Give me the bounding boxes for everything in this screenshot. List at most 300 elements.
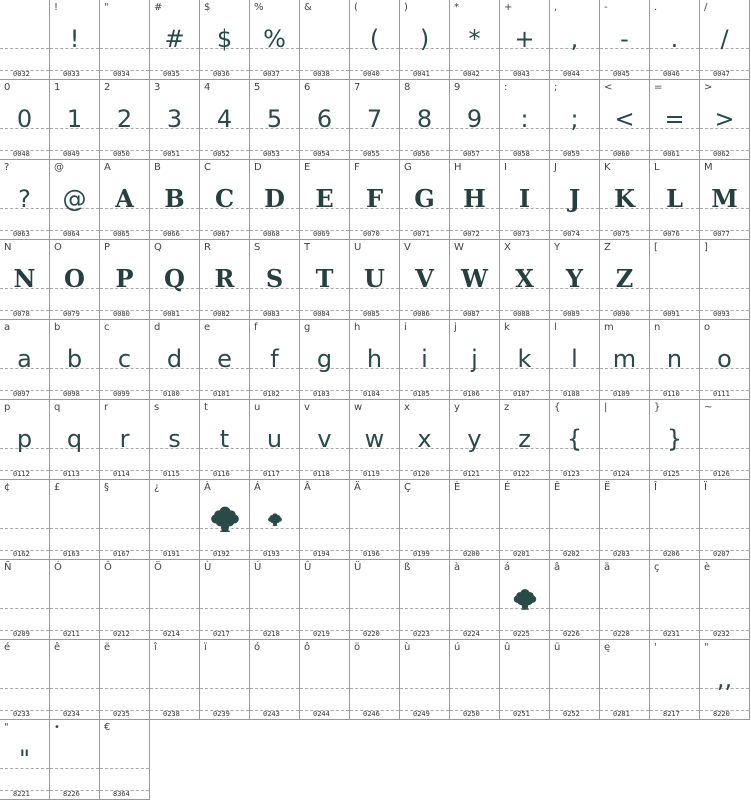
glyph-cell [600, 480, 650, 560]
glyph-cell [600, 320, 650, 400]
glyph-cell [0, 400, 50, 480]
glyph-preview [150, 500, 199, 538]
glyph-cell [300, 320, 350, 400]
cell-character-label: Y [554, 242, 561, 253]
glyph-preview: d [166, 345, 183, 373]
cell-character-label: z [504, 402, 510, 413]
cell-code-label: 0099 [113, 390, 130, 398]
cell-code-label: 0199 [413, 550, 430, 558]
cell-code-label: 0193 [263, 550, 280, 558]
cell-character-label: [ [654, 242, 658, 253]
cell-character-label: k [504, 322, 510, 333]
cell-code-label: 0076 [663, 230, 680, 238]
glyph-cell [200, 160, 250, 240]
cell-character-label: Q [154, 242, 162, 253]
cell-character-label: V [404, 242, 411, 253]
cell-code-label: 0057 [463, 150, 480, 158]
cell-code-label: 0038 [313, 70, 330, 78]
glyph-cell [300, 160, 350, 240]
glyph-preview [150, 660, 199, 698]
glyph-cell [350, 80, 400, 160]
cell-character-label: ê [54, 642, 61, 653]
glyph-cell [50, 160, 100, 240]
glyph-preview: L [666, 184, 683, 213]
cell-code-label: 0051 [163, 150, 180, 158]
glyph-cell [700, 80, 750, 160]
glyph-preview [350, 500, 399, 538]
glyph-preview: s [168, 425, 181, 453]
glyph-cell [500, 240, 550, 320]
cell-character-label: N [4, 242, 12, 253]
glyph-preview [50, 660, 99, 698]
cell-code-label: 0100 [163, 390, 180, 398]
glyph-preview: S [265, 264, 284, 293]
cell-code-label: 0224 [463, 630, 480, 638]
cell-code-label: 0090 [613, 310, 630, 318]
cell-code-label: 0050 [113, 150, 130, 158]
cell-character-label: - [604, 2, 608, 13]
cell-code-label: 0114 [113, 470, 130, 478]
glyph-cell [300, 80, 350, 160]
glyph-cell [550, 480, 600, 560]
cell-code-label: 0102 [263, 390, 280, 398]
cell-code-label: 0110 [663, 390, 680, 398]
glyph-cell [650, 560, 700, 640]
cell-code-label: 0281 [613, 710, 630, 718]
glyph-preview [100, 660, 149, 698]
glyph-cell [100, 400, 150, 480]
cell-code-label: 8217 [663, 710, 680, 718]
glyph-preview [550, 500, 599, 538]
glyph-preview: F [365, 184, 384, 213]
cell-character-label: ô [304, 642, 311, 653]
cell-character-label: ë [104, 642, 111, 653]
cell-code-label: 0207 [713, 550, 730, 558]
cell-code-label: 0066 [163, 230, 180, 238]
glyph-cell [250, 160, 300, 240]
cell-code-label: 0117 [263, 470, 280, 478]
cell-character-label: 8 [404, 82, 411, 93]
cell-code-label: 0032 [13, 70, 30, 78]
cell-character-label: > [704, 82, 713, 93]
glyph-preview: r [119, 425, 130, 453]
cell-character-label: c [104, 322, 110, 333]
glyph-cell [450, 240, 500, 320]
cell-character-label: @ [54, 162, 64, 173]
cell-character-label: Ô [104, 562, 112, 573]
cell-code-label: 0081 [163, 310, 180, 318]
cell-character-label: Ä [354, 482, 361, 493]
cell-character-label: P [104, 242, 111, 253]
glyph-preview: ) [419, 25, 430, 53]
cell-code-label: 0194 [313, 550, 330, 558]
cell-code-label: 0202 [563, 550, 580, 558]
glyph-cell [400, 400, 450, 480]
cell-character-label: î [154, 642, 157, 653]
cell-character-label: Û [304, 562, 312, 573]
glyph-cell [200, 240, 250, 320]
cell-code-label: 0040 [363, 70, 380, 78]
cell-character-label: Â [304, 482, 311, 493]
cell-character-label: " [104, 2, 109, 13]
cell-character-label: Î [654, 482, 657, 493]
glyph-preview [700, 260, 749, 298]
cell-code-label: 0033 [63, 70, 80, 78]
glyph-cell [700, 240, 750, 320]
glyph-cell [300, 0, 350, 80]
glyph-preview: C [214, 184, 235, 213]
glyph-preview: M [711, 184, 738, 213]
glyph-preview: o [717, 345, 732, 373]
glyph-cell [100, 480, 150, 560]
glyph-preview: * [468, 25, 481, 53]
glyph-preview: - [620, 25, 629, 53]
glyph-cell [400, 320, 450, 400]
cell-character-label: + [504, 2, 513, 13]
glyph-cell [50, 80, 100, 160]
cell-code-label: 0052 [213, 150, 230, 158]
cell-character-label: U [354, 242, 362, 253]
cell-character-label: Z [604, 242, 611, 253]
cell-code-label: 0085 [363, 310, 380, 318]
cell-character-label: E [304, 162, 311, 173]
glyph-cell [0, 240, 50, 320]
cell-code-label: 0107 [513, 390, 530, 398]
glyph-preview [50, 500, 99, 538]
cell-character-label: y [454, 402, 460, 413]
glyph-preview: # [164, 25, 185, 53]
glyph-preview: V [415, 264, 434, 293]
glyph-preview: . [670, 25, 679, 53]
cell-character-label: . [654, 2, 658, 13]
cell-character-label: ú [454, 642, 461, 653]
cell-code-label: 0115 [163, 470, 180, 478]
glyph-preview [300, 660, 349, 698]
glyph-cell [350, 240, 400, 320]
glyph-cell [600, 560, 650, 640]
cell-code-label: 0126 [713, 470, 730, 478]
glyph-preview [300, 500, 349, 538]
glyph-preview [0, 500, 49, 538]
glyph-cell [200, 480, 250, 560]
glyph-preview [50, 740, 99, 778]
cell-code-label: 0250 [463, 710, 480, 718]
glyph-cell [150, 560, 200, 640]
glyph-preview [650, 660, 699, 698]
glyph-cell [300, 640, 350, 720]
glyph-cell [50, 240, 100, 320]
glyph-preview: x [417, 425, 432, 453]
glyph-preview: f [270, 345, 279, 373]
cell-character-label: W [454, 242, 464, 253]
cell-character-label: # [154, 2, 163, 13]
cell-code-label: 0206 [663, 550, 680, 558]
cell-character-label: g [304, 322, 311, 333]
glyph-preview: u [266, 425, 283, 453]
glyph-preview [600, 580, 649, 618]
cell-code-label: 0231 [663, 630, 680, 638]
cell-code-label: 0035 [163, 70, 180, 78]
glyph-preview: E [315, 184, 334, 213]
glyph-preview: Q [164, 264, 185, 293]
glyph-cell [650, 160, 700, 240]
cell-code-label: 0059 [563, 150, 580, 158]
glyph-cell [350, 480, 400, 560]
glyph-cell [0, 0, 50, 80]
cell-character-label: 5 [254, 82, 261, 93]
cell-character-label: ; [554, 82, 558, 93]
cell-code-label: 0191 [163, 550, 180, 558]
glyph-preview: 1 [66, 105, 83, 133]
glyph-preview: H [463, 184, 486, 213]
glyph-cell [250, 80, 300, 160]
glyph-preview: l [571, 345, 578, 373]
cell-code-label: 0124 [613, 470, 630, 478]
glyph-cell [450, 160, 500, 240]
cell-code-label: 0251 [513, 710, 530, 718]
cell-character-label: t [204, 402, 208, 413]
glyph-preview: 5 [266, 105, 283, 133]
glyph-preview: n [666, 345, 683, 373]
cell-code-label: 0125 [663, 470, 680, 478]
glyph-cell [0, 720, 50, 800]
cell-character-label: 3 [154, 82, 161, 93]
cell-code-label: 0122 [513, 470, 530, 478]
glyph-cell [0, 80, 50, 160]
cell-code-label: 0105 [413, 390, 430, 398]
cell-character-label: u [254, 402, 261, 413]
glyph-preview: = [664, 105, 685, 133]
cell-character-label: ¿ [154, 482, 160, 493]
cell-code-label: 0077 [713, 230, 730, 238]
glyph-preview [100, 20, 149, 58]
glyph-preview: { [566, 425, 583, 453]
cell-code-label: 0091 [663, 310, 680, 318]
glyph-cell [400, 240, 450, 320]
cell-code-label: 0223 [413, 630, 430, 638]
glyph-cell [450, 640, 500, 720]
cell-code-label: 0228 [613, 630, 630, 638]
glyph-preview: < [614, 105, 635, 133]
cell-code-label: 0162 [13, 550, 30, 558]
glyph-cell [200, 80, 250, 160]
cell-code-label: 0048 [13, 150, 30, 158]
glyph-preview: G [414, 184, 435, 213]
cell-code-label: 0072 [463, 230, 480, 238]
glyph-preview: } [666, 425, 683, 453]
cell-character-label: 9 [454, 82, 461, 93]
cell-code-label: 0067 [213, 230, 230, 238]
glyph-preview [100, 580, 149, 618]
cell-code-label: 0065 [113, 230, 130, 238]
cell-code-label: 0217 [213, 630, 230, 638]
cell-character-label: ç [654, 562, 660, 573]
cell-code-label: 0049 [63, 150, 80, 158]
cell-character-label: £ [54, 482, 61, 493]
cell-character-label: è [704, 562, 711, 573]
cell-code-label: 0239 [213, 710, 230, 718]
cell-character-label: Ñ [4, 562, 12, 573]
glyph-cell [450, 80, 500, 160]
cell-character-label: < [604, 82, 613, 93]
cell-code-label: 0042 [463, 70, 480, 78]
glyph-preview: v [317, 425, 332, 453]
glyph-cell [450, 400, 500, 480]
glyph-preview: z [518, 425, 531, 453]
glyph-cell [150, 160, 200, 240]
cell-character-label: C [204, 162, 211, 173]
cell-character-label: 0 [4, 82, 11, 93]
cell-character-label: e [204, 322, 211, 333]
cell-character-label: p [4, 402, 11, 413]
glyph-cell [50, 560, 100, 640]
glyph-preview [0, 20, 49, 58]
glyph-preview [0, 660, 49, 698]
glyph-preview [500, 580, 549, 618]
cell-code-label: 0209 [13, 630, 30, 638]
cell-character-label: 6 [304, 82, 311, 93]
glyph-cell [250, 400, 300, 480]
glyph-cell [500, 320, 550, 400]
glyph-preview [0, 580, 49, 618]
glyph-preview [200, 500, 249, 538]
glyph-cell [300, 560, 350, 640]
cell-code-label: 0252 [563, 710, 580, 718]
glyph-cell [700, 0, 750, 80]
cell-code-label: 0214 [163, 630, 180, 638]
glyph-cell [0, 480, 50, 560]
cell-code-label: 0249 [413, 710, 430, 718]
glyph-cell [500, 0, 550, 80]
cell-character-label: 4 [204, 82, 211, 93]
cell-character-label: D [254, 162, 262, 173]
glyph-cell [500, 640, 550, 720]
glyph-cell [100, 720, 150, 800]
glyph-preview: P [115, 264, 134, 293]
cell-character-label: & [304, 2, 312, 13]
cell-character-label: f [254, 322, 258, 333]
cell-character-label: S [254, 242, 261, 253]
glyph-preview: @ [62, 185, 87, 213]
cell-character-label: ' [654, 642, 657, 653]
cell-code-label: 0079 [63, 310, 80, 318]
glyph-cell [100, 0, 150, 80]
glyph-preview [200, 580, 249, 618]
glyph-cell [550, 400, 600, 480]
glyph-cell [400, 0, 450, 80]
cell-character-label: / [704, 2, 708, 13]
glyph-cell [200, 320, 250, 400]
cell-character-label: Ü [354, 562, 362, 573]
cell-character-label: m [604, 322, 614, 333]
cell-character-label: d [154, 322, 161, 333]
glyph-cell [300, 400, 350, 480]
cell-code-label: 0123 [563, 470, 580, 478]
cell-character-label: ó [254, 642, 261, 653]
cell-code-label: 0192 [213, 550, 230, 558]
cell-character-label: j [454, 322, 457, 333]
glyph-cell [500, 480, 550, 560]
cell-character-label: G [404, 162, 412, 173]
glyph-cell [350, 560, 400, 640]
cell-code-label: 0201 [513, 550, 530, 558]
glyph-cell [650, 640, 700, 720]
cell-code-label: 0053 [263, 150, 280, 158]
cell-character-label: x [404, 402, 410, 413]
cell-code-label: 0083 [263, 310, 280, 318]
cell-code-label: 0101 [213, 390, 230, 398]
cell-code-label: 8364 [113, 790, 130, 798]
cell-code-label: 0093 [713, 310, 730, 318]
cell-code-label: 0074 [563, 230, 580, 238]
cell-code-label: 0056 [413, 150, 430, 158]
glyph-preview [500, 660, 549, 698]
glyph-preview [650, 580, 699, 618]
glyph-preview: J [568, 184, 581, 213]
cell-code-label: 0104 [363, 390, 380, 398]
cell-code-label: 0061 [663, 150, 680, 158]
cell-character-label: ü [554, 642, 561, 653]
glyph-cell [350, 320, 400, 400]
cell-code-label: 0219 [313, 630, 330, 638]
glyph-preview [450, 500, 499, 538]
glyph-preview [200, 660, 249, 698]
cell-code-label: 0068 [263, 230, 280, 238]
cell-code-label: 0088 [513, 310, 530, 318]
glyph-cell [250, 0, 300, 80]
cell-character-label: â [554, 562, 561, 573]
glyph-preview [650, 260, 699, 298]
cell-character-label: 1 [54, 82, 61, 93]
cell-character-label: " [704, 642, 709, 653]
glyph-preview: 2 [116, 105, 133, 133]
glyph-preview: + [514, 25, 535, 53]
glyph-cell [100, 560, 150, 640]
glyph-cell [550, 80, 600, 160]
cell-code-label: 0234 [63, 710, 80, 718]
tree-medium-icon [512, 587, 538, 613]
cell-character-label: Á [254, 482, 261, 493]
glyph-preview: ,, [716, 665, 733, 693]
glyph-cell [500, 160, 550, 240]
cell-character-label: B [154, 162, 161, 173]
glyph-cell [50, 320, 100, 400]
cell-code-label: 0118 [313, 470, 330, 478]
cell-character-label: b [54, 322, 61, 333]
cell-code-label: 0238 [163, 710, 180, 718]
glyph-preview [550, 580, 599, 618]
glyph-preview [150, 580, 199, 618]
cell-character-label: T [304, 242, 311, 253]
cell-character-label: M [704, 162, 713, 173]
glyph-cell [600, 640, 650, 720]
cell-character-label: r [104, 402, 109, 413]
glyph-cell [700, 640, 750, 720]
cell-character-label: Ó [54, 562, 62, 573]
glyph-preview [600, 420, 649, 458]
glyph-cell [200, 0, 250, 80]
cell-character-label: a [4, 322, 11, 333]
glyph-preview: " [18, 745, 31, 773]
glyph-cell [550, 0, 600, 80]
cell-code-label: 0120 [413, 470, 430, 478]
glyph-cell [150, 240, 200, 320]
cell-code-label: 0055 [363, 150, 380, 158]
glyph-cell [700, 560, 750, 640]
cell-code-label: 8221 [13, 790, 30, 798]
cell-code-label: 0116 [213, 470, 230, 478]
cell-character-label: Ù [204, 562, 212, 573]
